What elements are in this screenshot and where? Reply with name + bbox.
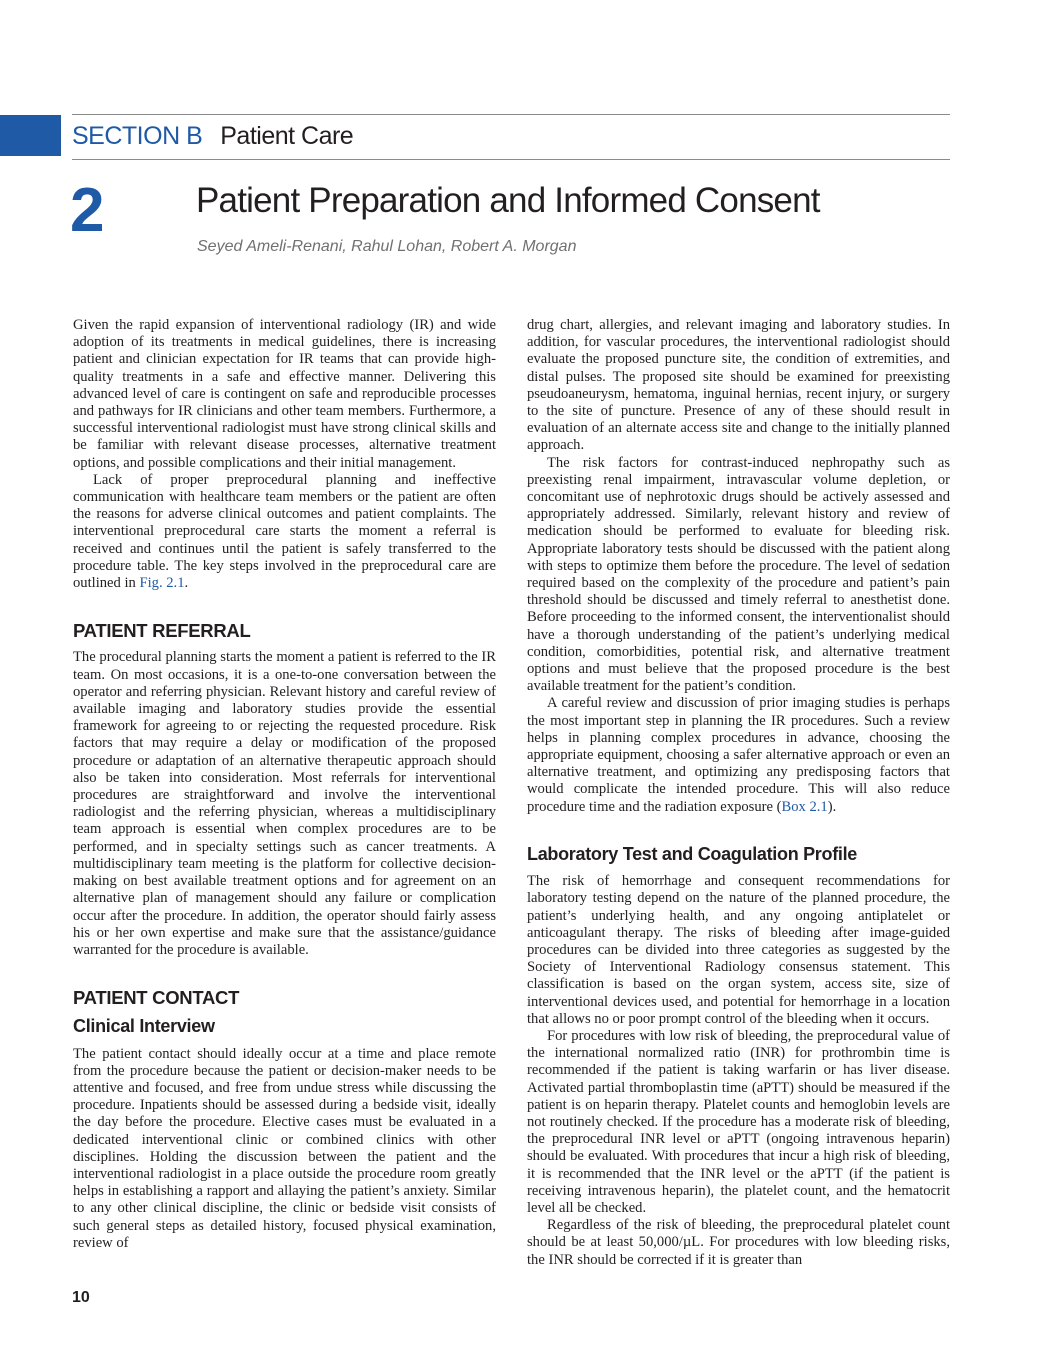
box-link[interactable]: Box 2.1 (781, 798, 828, 815)
paragraph: The risk factors for contrast-induced nephropathy such as preexisting renal impairment, intravascular volume depletion, or concomitant use of nephrotoxic drugs should be actively assessed and appropriately addressed. Similarly, relevant history and review of medication should be performed to evaluate for bleeding risk. Appropriate laboratory tests should be discussed with the patient along with steps to optimize them before the procedure. The level of sedation required based on the complexity of the procedure and patient’s pain threshold should be discussed and timely referral to anesthetist done. Before proceeding to the informed consent, the interventionalist should have a thorough understanding of the patient’s underlying medical condition, comorbidities, potential risk, and alternative treatment options and must believe that the proposed procedure is the best available treatment for the patient’s condition. (527, 454, 950, 695)
paragraph: Regardless of the risk of bleeding, the preprocedural platelet count should be at least 50,000/µL. For procedures with low bleeding risks, the INR should be corrected if it is greater than (527, 1217, 950, 1268)
paragraph (527, 695, 950, 815)
heading-clinical-interview: Clinical Interview (73, 1016, 215, 1037)
chapter-number: 2 (70, 176, 103, 245)
paragraph: The patient contact should ideally occur at a time and place remote from the procedure because the patient or decision-maker needs to be attentive and focused, and free from undue stress while discussing the procedure. Inpatients should be assessed during a bedside visit, ideally the day before the procedure. Elective cases must be evaluated in a dedicated interventional clinic or combined clinics with other disciplines. Holding the discussion between the patient and the interventional radiologist in a place outside the procedure room greatly helps in establishing a rapport and allaying the patient’s anxiety. Similar to any other clinical discipline, the clinic or bedside visit consists of such general steps as detailed history, focused physical examination, review of (73, 1045, 496, 1251)
paragraph-end: . (184, 575, 189, 592)
heading-patient-referral: PATIENT REFERRAL (73, 620, 251, 642)
paragraph: Given the rapid expansion of interventional radiology (IR) and wide adoption of its treatments in medical guidelines, there is increasing patient and clinician expectation for IR teams that can provide high-quality treatments in a safe and effective manner. Delivering this advanced level of care is contingent on safe and reproducible processes and pathways for IR clinicians and other team members. Furthermore, a successful interventional radiologist must have strong clinical skills and be familiar with relevant disease processes, alternative treatment options, and possible complications and their initial management. (73, 317, 496, 471)
chapter-authors: Seyed Ameli-Renani, Rahul Lohan, Robert A. Morgan (197, 238, 577, 255)
paragraph-end: ). (827, 798, 837, 815)
section-label: SECTION B (72, 121, 203, 150)
paragraph: The risk of hemorrhage and consequent recommendations for laboratory testing depend on the nature of the planned procedure, the patient’s underlying health, and any ongoing antiplatelet or anticoagulant therapy. The risks of bleeding after image-guided procedures can be divided into three categories as suggested by the Society of Interventional Radiology consensus statement. This classification is based on the organ system, access site, size of interventional devices used, and potential for hemorrhage in a location that allows no or poor prompt control of the bleeding when it occurs. (527, 873, 950, 1027)
paragraph-text: Lack of proper preprocedural planning and ineffective communication with healthcare team members or the patient are often the reasons for adverse clinical outcomes and patient complaints. The interventional preprocedural care starts the moment a referral is received and continues until the patient is safely transferred to the procedure table. The key steps involved in the preprocedural care are outlined in (73, 471, 496, 592)
chapter-title: Patient Preparation and Informed Consent (196, 181, 820, 220)
paragraph: drug chart, allergies, and relevant imaging and laboratory studies. In addition, for vascular procedures, the interventional radiologist should evaluate the proposed puncture site, the condition of extremities, and distal pulses. The proposed site should be examined for preexisting pseudoaneurysm, hematoma, inguinal hernias, recent injury, or surgery to the site of puncture. Presence of any of these should result in evaluation of an alternate access site and change to the initially planned approach. (527, 317, 950, 454)
figure-link[interactable]: Fig. 2.1 (139, 575, 185, 592)
right-column (527, 317, 950, 1269)
header-rule-top (72, 114, 950, 115)
paragraph: The procedural planning starts the moment a patient is referred to the IR team. On most occasions, it is a one-to-one conversation between the operator and referring physician. Relevant history and careful review of available imaging and laboratory studies provide the essential framework for agreeing to or rejecting the requested procedure. Risk factors that may require a delay or modification of the proposed procedure or adaptation of an alternative therapeutic approach should also be taken into consideration. Most referrals for interventional procedures are straightforward and involve the interventional radiologist and the referring physician, whereas a multidisciplinary team approach is essential when complex procedures are to be performed, and in specialty settings such as cancer treatments. A multidisciplinary team meeting is the platform for collective decision-making on best available treatment options and for agreement on an alternative plan of management should any failure or complication occur after the procedure. In addition, the operator should fairly assess his or her own expertise and make sure that the assistance/guidance warranted for the procedure is available. (73, 649, 496, 958)
page-number: 10 (72, 1289, 90, 1306)
paragraph (73, 472, 496, 592)
left-column (73, 317, 496, 1252)
paragraph-text: A careful review and discussion of prior imaging studies is perhaps the most important step in planning the IR procedures. Such a review helps in planning complex procedures in advance, choosing the appropriate equipment, choosing a safer alternative approach or even an alternative treatment, and optimizing any predisposing factors that would complicate the intended procedure. This will also reduce procedure time and the radiation exposure ( (527, 695, 950, 815)
paragraph: For procedures with low risk of bleeding, the preprocedural value of the international normalized ratio (INR) for prothrombin time is recommended if the patient is taking warfarin or has liver disease. Activated partial thromboplastin time (aPTT) should be measured if the patient is on heparin therapy. Platelet counts and hemoglobin levels are not routinely checked. If the procedure has a moderate risk of bleeding, the preprocedural INR level or aPTT (ongoing intravenous heparin) should be evaluated. With procedures that incur a high risk of bleeding, it is recommended that the INR level or the aPTT (if the patient is receiving intravenous heparin), the platelet count, and the hematocrit level all be checked. (527, 1027, 950, 1216)
section-header (72, 117, 353, 155)
section-name: Patient Care (220, 121, 354, 150)
heading-laboratory-test: Laboratory Test and Coagulation Profile (527, 843, 858, 864)
section-color-tab (0, 115, 61, 156)
header-rule-bottom (72, 159, 950, 160)
heading-patient-contact: PATIENT CONTACT (73, 987, 240, 1009)
